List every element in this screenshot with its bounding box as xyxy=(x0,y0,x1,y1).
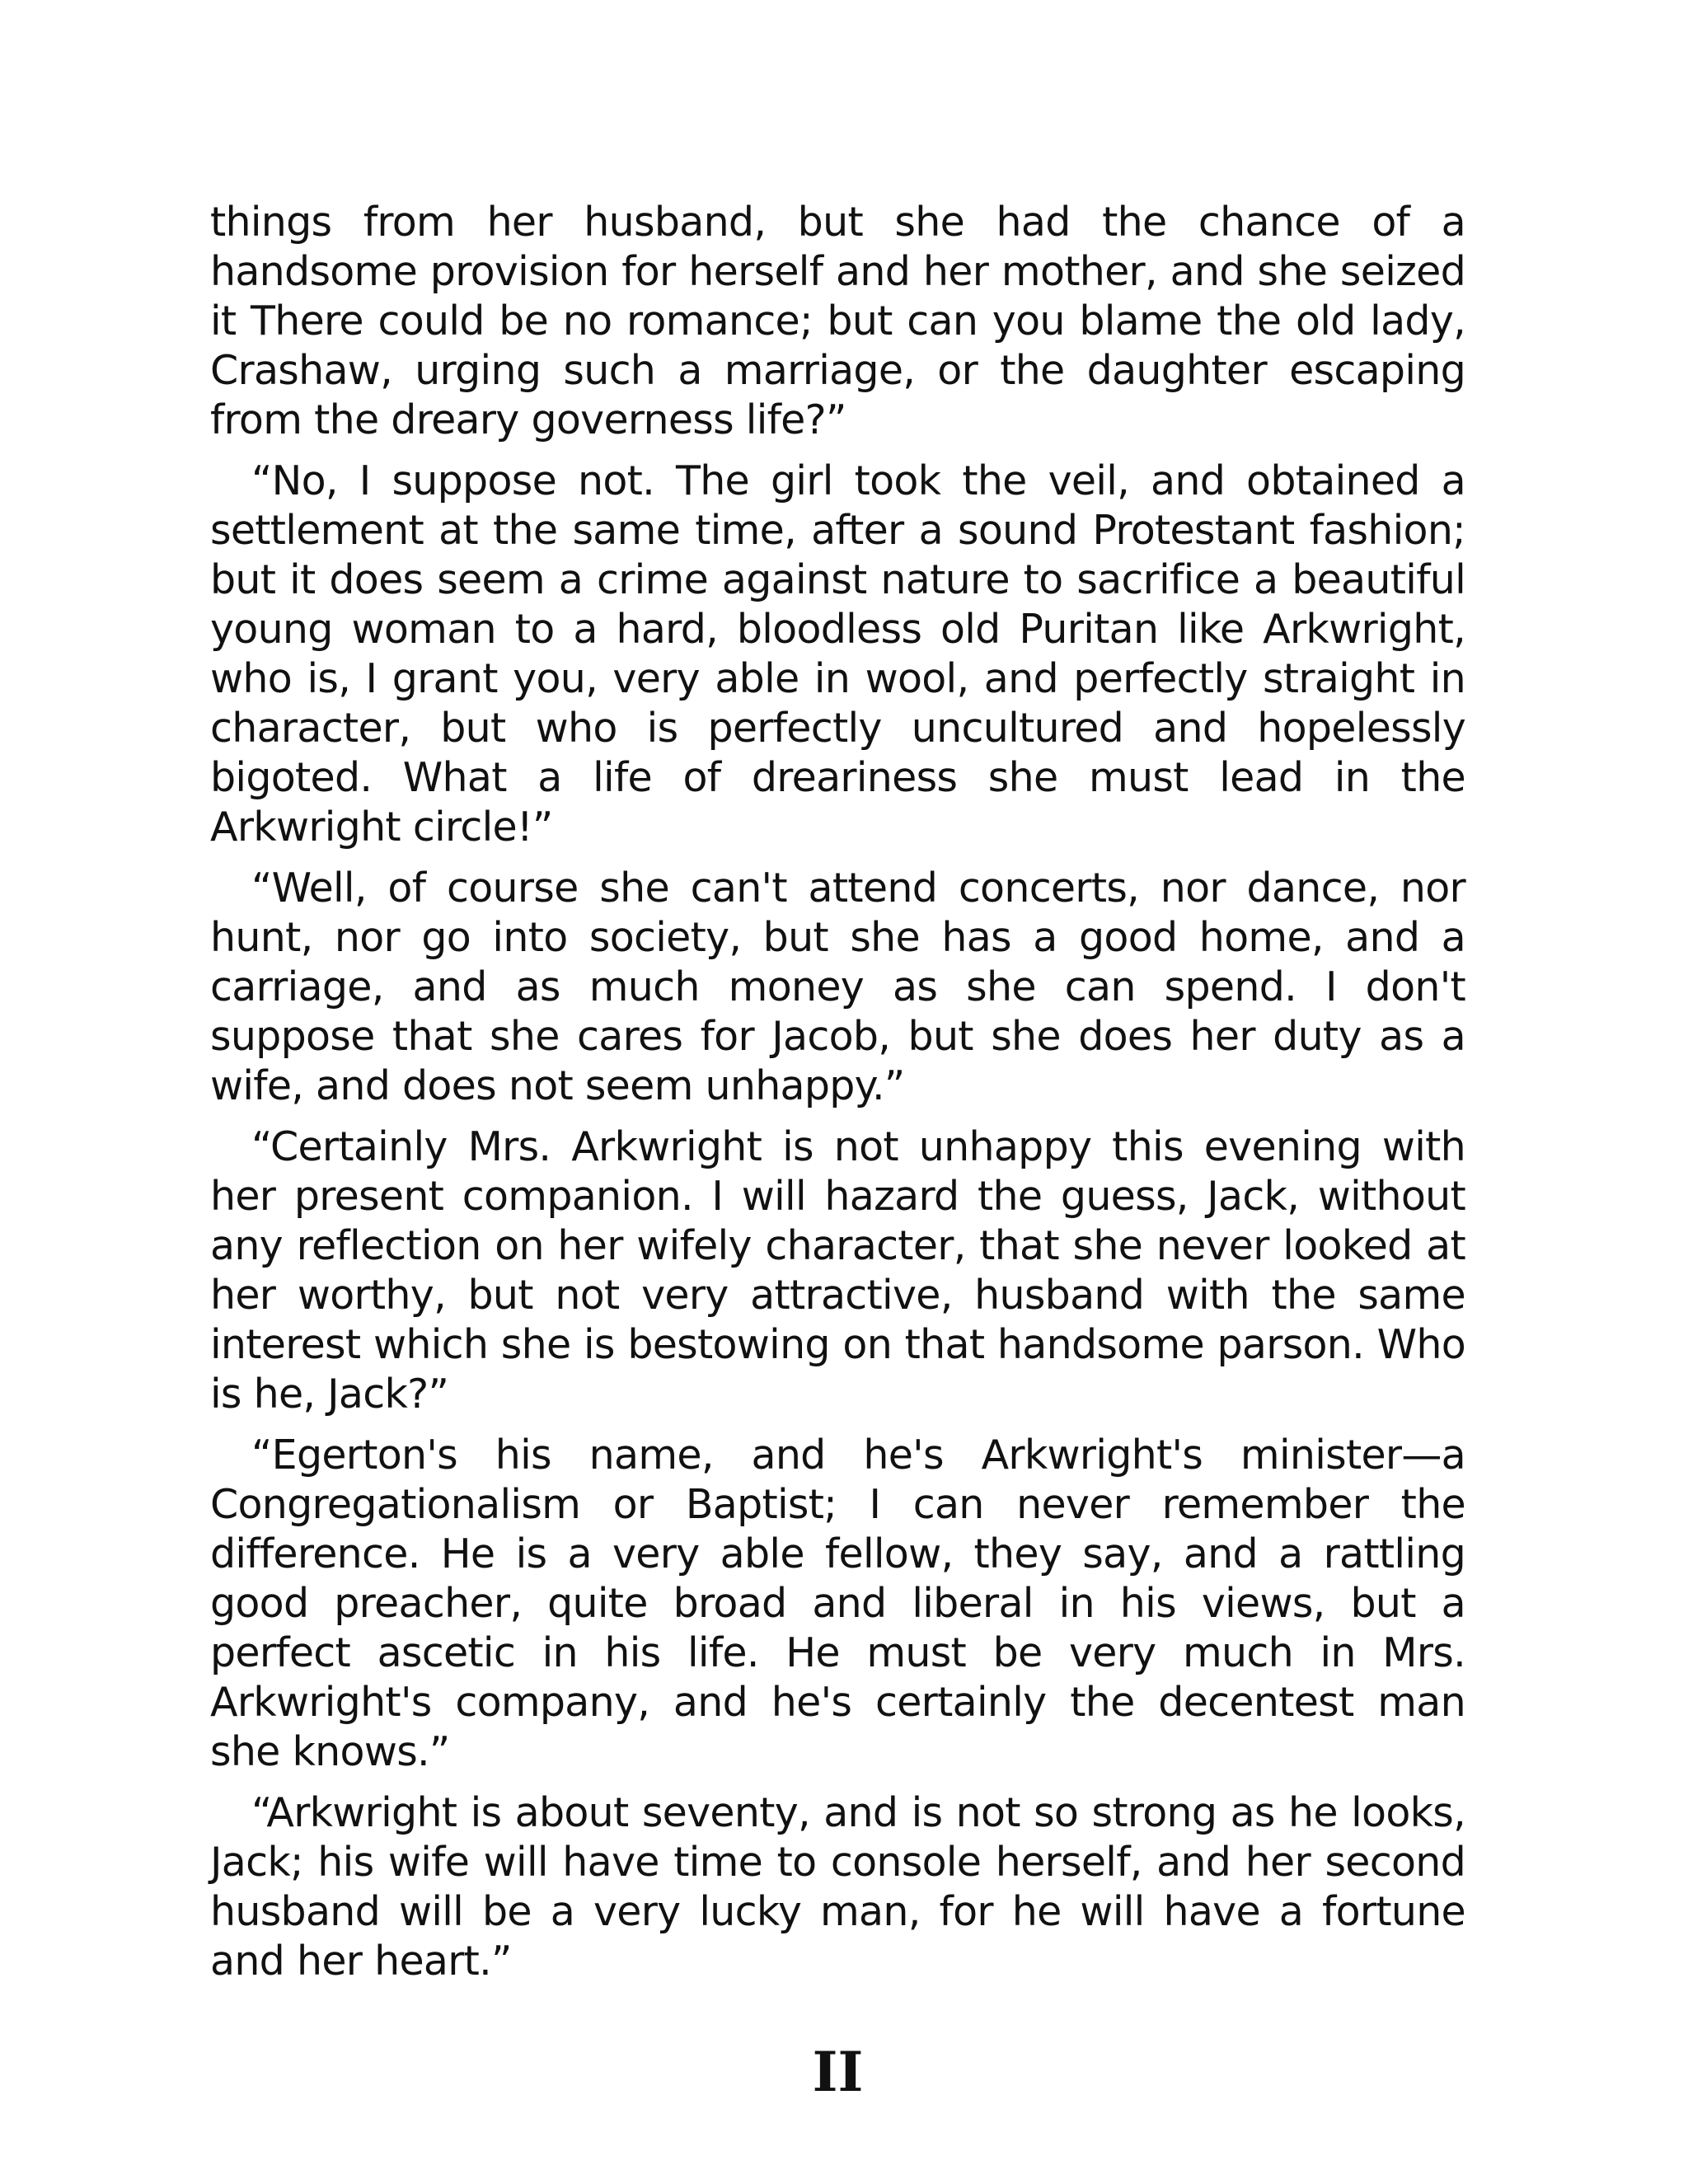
paragraph-6: “Arkwright is about seventy, and is not so strong as he looks, Jack; his wife will have time to console herself, and her second husband will be a very lucky man, for he will have a fortune and her heart.” xyxy=(210,1789,1465,1985)
chapter-heading: II xyxy=(812,2040,864,2104)
page-body xyxy=(210,198,1465,2105)
paragraph-1: things from her husband, but she had the chance of a handsome provision for herself and her mother, and she seized it There could be no romance; but can you blame the old lady, Crashaw, urging such a marriage, or the daughter escaping from the dreary governess life?” xyxy=(210,199,1465,443)
paragraph-4: “Certainly Mrs. Arkwright is not unhappy this evening with her present companion. I will hazard the guess, Jack, without any reflection on her wifely character, that she never looked at her worthy, but not very attractive, husband with the same interest which she is bestowing on that handsome parson. Who is he, Jack?” xyxy=(210,1123,1465,1418)
paragraph-3: “Well, of course she can't attend concerts, nor dance, nor hunt, nor go into society, but she has a good home, and a carriage, and as much money as she can spend. I don't suppose that she cares for Jacob, but she does her duty as a wife, and does not seem unhappy.” xyxy=(210,865,1465,1109)
paragraph-5: “Egerton's his name, and he's Arkwright's minister—a Congregationalism or Baptist; I can never remember the difference. He is a very able fellow, they say, and a rattling good preacher, quite broad and liberal in his views, but a perfect ascetic in his life. He must be very much in Mrs. Arkwright's company, and he's certainly the decentest man she knows.” xyxy=(210,1432,1465,1775)
paragraph-2: “No, I suppose not. The girl took the veil, and obtained a settlement at the same time, after a sound Protestant fashion; but it does seem a crime against nature to sacrifice a beautiful young woman to a hard, bloodless old Puritan like Arkwright, who is, I grant you, very able in wool, and perfectly straight in character, but who is perfectly uncultured and hopelessly bigoted. What a life of dreariness she must lead in the Arkwright circle!” xyxy=(210,457,1465,851)
